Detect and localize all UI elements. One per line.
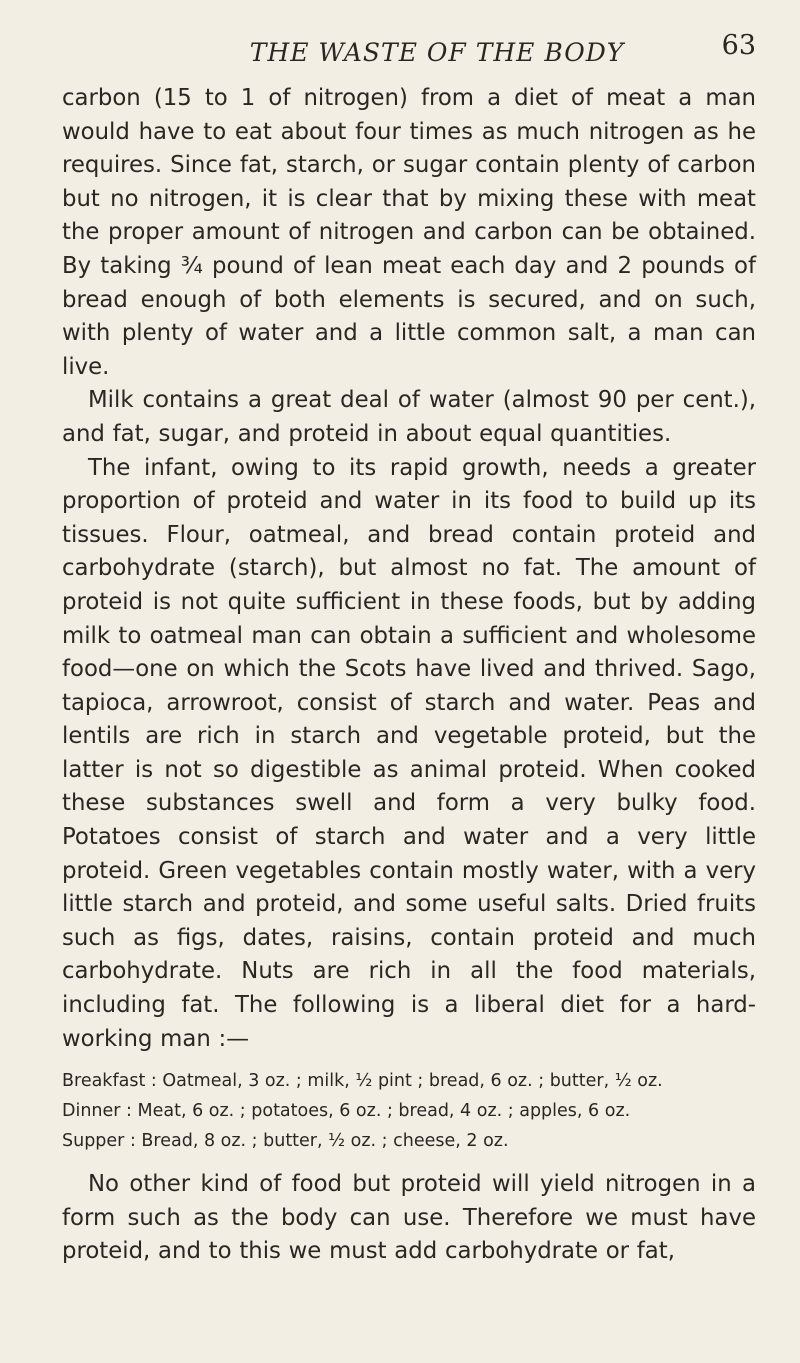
page-number: 63	[721, 30, 756, 61]
body-text	[62, 82, 756, 1056]
diet-dinner: Dinner : Meat, 6 oz. ; potatoes, 6 oz. ; bread, 4 oz. ; apples, 6 oz.	[62, 1101, 631, 1122]
running-head	[62, 30, 756, 82]
paragraph-continued: carbon (15 to 1 of nitrogen) from a diet of meat a man would have to eat about four times as much nitrogen as he requires. Since fat, starch, or sugar contain plenty of carbon but no nitrogen, it is clear that by mixing these with meat the proper amount of nitrogen and carbon can be obtained. By taking ¾ pound of lean meat each day and 2 pounds of bread enough of both elements is secured, and on such, with plenty of water and a little common salt, a man can live.	[62, 85, 756, 380]
paragraph-milk: Milk contains a great deal of water (almost 90 per cent.), and fat, sugar, and proteid in about equal quantities.	[62, 387, 756, 447]
running-title: THE WASTE OF THE BODY	[249, 38, 625, 67]
diet-list	[62, 1066, 756, 1156]
paragraph-closing: No other kind of food but proteid will yield nitrogen in a form such as the body can use. Therefore we must have proteid, and to this we must add carbohydrate or fat,	[62, 1171, 756, 1265]
diet-breakfast: Breakfast : Oatmeal, 3 oz. ; milk, ½ pint ; bread, 6 oz. ; butter, ½ oz.	[62, 1071, 663, 1092]
diet-supper: Supper : Bread, 8 oz. ; butter, ½ oz. ; cheese, 2 oz.	[62, 1131, 509, 1152]
paragraph-infant: The infant, owing to its rapid growth, needs a greater proportion of proteid and water in its food to build up its tissues. Flour, oatmeal, and bread contain proteid and carbohydrate (starch), but almost no fat. The amount of proteid is not quite sufficient in these foods, but by adding milk to oatmeal man can obtain a sufficient and wholesome food—one on which the Scots have lived and thrived. Sago, tapioca, arrowroot, consist of starch and water. Peas and lentils are rich in starch and vegetable proteid, but the latter is not so digestible as animal proteid. When cooked these substances swell and form a very bulky food. Potatoes consist of starch and water and a very little proteid. Green vegetables contain mostly water, with a very little starch and proteid, and some useful salts. Dried fruits such as figs, dates, raisins, contain proteid and much carbohydrate. Nuts are rich in all the food materials, including fat. The following is a liberal diet for a hard-working man :—	[62, 454, 756, 1052]
